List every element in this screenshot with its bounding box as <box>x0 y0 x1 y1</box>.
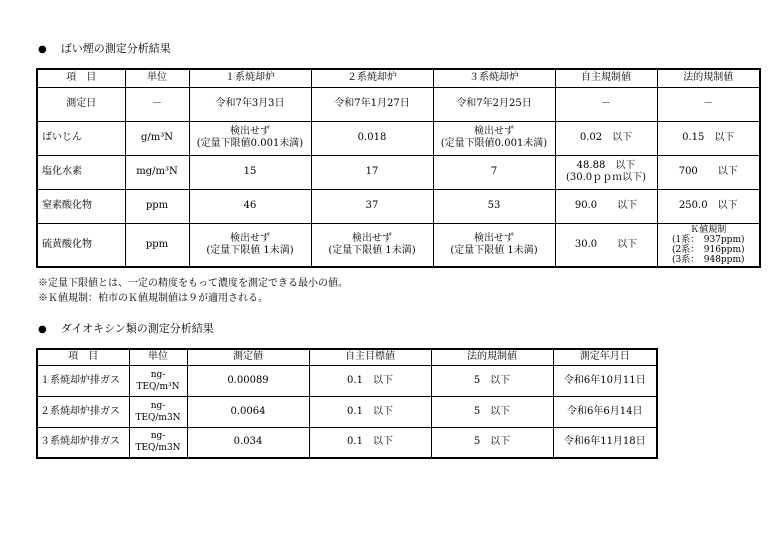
table-row <box>37 223 760 267</box>
table-row <box>37 427 657 458</box>
note-detection-limit: ※定量下限値とは、一定の精度をもって濃度を測定できる最小の値。 <box>38 278 348 289</box>
row-unit: ppm <box>125 189 189 223</box>
cell-line: (定量下限値0.001未満) <box>440 138 548 149</box>
header-date: 測定年月日 <box>553 349 657 365</box>
section1-heading <box>38 40 171 56</box>
row-target: 0.1 以下 <box>309 427 431 458</box>
header-legal-limit: 法的規制値 <box>657 69 760 87</box>
row-f2 <box>311 223 433 267</box>
row-value: 0.00089 <box>187 365 309 396</box>
row-item: ２系焼却炉排ガス <box>37 396 129 427</box>
row-f3: 令和7年2月25日 <box>433 87 555 121</box>
header-self-limit: 自主規制値 <box>555 69 657 87</box>
row-date: 令和6年6月14日 <box>553 396 657 427</box>
row-f3 <box>433 223 555 267</box>
cell-line: 検出せず <box>230 232 270 244</box>
row-f3 <box>433 121 555 155</box>
row-f3: 53 <box>433 189 555 223</box>
cell-line: (1系： 937ppm) <box>672 234 745 245</box>
header-target: 自主目標値 <box>309 349 431 365</box>
row-item: 硫黄酸化物 <box>37 223 125 267</box>
row-legal: 250.0 以下 <box>657 189 760 223</box>
row-legal: 700 以下 <box>657 155 760 189</box>
row-f1 <box>189 121 311 155</box>
row-legal: 0.15 以下 <box>657 121 760 155</box>
header-value: 測定値 <box>187 349 309 365</box>
cell-line: (2系： 916ppm) <box>672 244 745 255</box>
row-item: 測定日 <box>37 87 125 121</box>
table-row <box>37 121 760 155</box>
smoke-results-table <box>36 68 761 268</box>
row-self <box>555 155 657 189</box>
header-furnace2: ２系焼却炉 <box>311 69 433 87</box>
row-self: － <box>555 87 657 121</box>
row-self: 0.02 以下 <box>555 121 657 155</box>
row-legal: 5 以下 <box>431 396 553 427</box>
row-f2: 0.018 <box>311 121 433 155</box>
table-header-row <box>37 69 760 87</box>
section2-title: ダイオキシン類の測定分析結果 <box>60 322 214 335</box>
header-furnace1: １系焼却炉 <box>189 69 311 87</box>
table-row <box>37 87 760 121</box>
cell-line: 検出せず <box>474 126 514 137</box>
cell-line: 検出せず <box>474 232 514 244</box>
row-target: 0.1 以下 <box>309 396 431 427</box>
row-unit: mg/m³N <box>125 155 189 189</box>
row-value: 0.034 <box>187 427 309 458</box>
row-unit: － <box>125 87 189 121</box>
cell-line: 検出せず <box>352 232 392 244</box>
row-f2: 令和7年1月27日 <box>311 87 433 121</box>
header-item: 項 目 <box>37 349 129 365</box>
row-item: １系焼却炉排ガス <box>37 365 129 396</box>
row-legal <box>657 223 760 267</box>
table-row <box>37 155 760 189</box>
row-item: ３系焼却炉排ガス <box>37 427 129 458</box>
row-f1 <box>189 223 311 267</box>
cell-line: Ｋ値規制 <box>690 224 727 235</box>
row-date: 令和6年11月18日 <box>553 427 657 458</box>
cell-line: (定量下限値0.001未満) <box>196 138 304 149</box>
table-row <box>37 365 657 396</box>
section1-title: ばい煙の測定分析結果 <box>60 42 171 55</box>
dioxin-results-table <box>36 348 658 459</box>
cell-line: (定量下限値 1未満) <box>450 244 538 256</box>
cell-line: (定量下限値 1未満) <box>206 244 294 256</box>
row-f2: 17 <box>311 155 433 189</box>
table-header-row <box>37 349 657 365</box>
cell-line: (3系： 948ppm) <box>672 254 745 265</box>
row-legal: － <box>657 87 760 121</box>
header-unit: 単位 <box>125 69 189 87</box>
bullet-icon: ● <box>38 324 47 335</box>
row-f1: 令和7年3月3日 <box>189 87 311 121</box>
section2-heading <box>38 320 214 336</box>
row-date: 令和6年10月11日 <box>553 365 657 396</box>
row-f1: 15 <box>189 155 311 189</box>
table-row <box>37 189 760 223</box>
header-furnace3: ３系焼却炉 <box>433 69 555 87</box>
row-target: 0.1 以下 <box>309 365 431 396</box>
header-unit: 単位 <box>129 349 187 365</box>
row-f2: 37 <box>311 189 433 223</box>
cell-line: 48.88 以下 <box>576 160 636 171</box>
note-k-value: ※Ｋ値規制：柏市のＫ値規制値は９が適用される。 <box>38 293 268 304</box>
row-unit: ng-TEQ/m3N <box>129 396 187 427</box>
row-item: ばいじん <box>37 121 125 155</box>
row-item: 塩化水素 <box>37 155 125 189</box>
row-unit: ng-TEQ/m³N <box>129 365 187 396</box>
row-unit: ng-TEQ/m3N <box>129 427 187 458</box>
row-legal: 5 以下 <box>431 365 553 396</box>
cell-line: (30.0ｐｐｍ以下) <box>565 172 647 183</box>
row-legal: 5 以下 <box>431 427 553 458</box>
row-unit: g/m³N <box>125 121 189 155</box>
bullet-icon: ● <box>38 44 47 55</box>
header-legal: 法的規制値 <box>431 349 553 365</box>
cell-line: 検出せず <box>230 126 270 137</box>
row-f3: 7 <box>433 155 555 189</box>
header-item: 項 目 <box>37 69 125 87</box>
row-f1: 46 <box>189 189 311 223</box>
row-value: 0.0064 <box>187 396 309 427</box>
row-item: 窒素酸化物 <box>37 189 125 223</box>
row-self: 90.0 以下 <box>555 189 657 223</box>
row-self: 30.0 以下 <box>555 223 657 267</box>
table-row <box>37 396 657 427</box>
row-unit: ppm <box>125 223 189 267</box>
cell-line: (定量下限値 1未満) <box>328 244 416 256</box>
